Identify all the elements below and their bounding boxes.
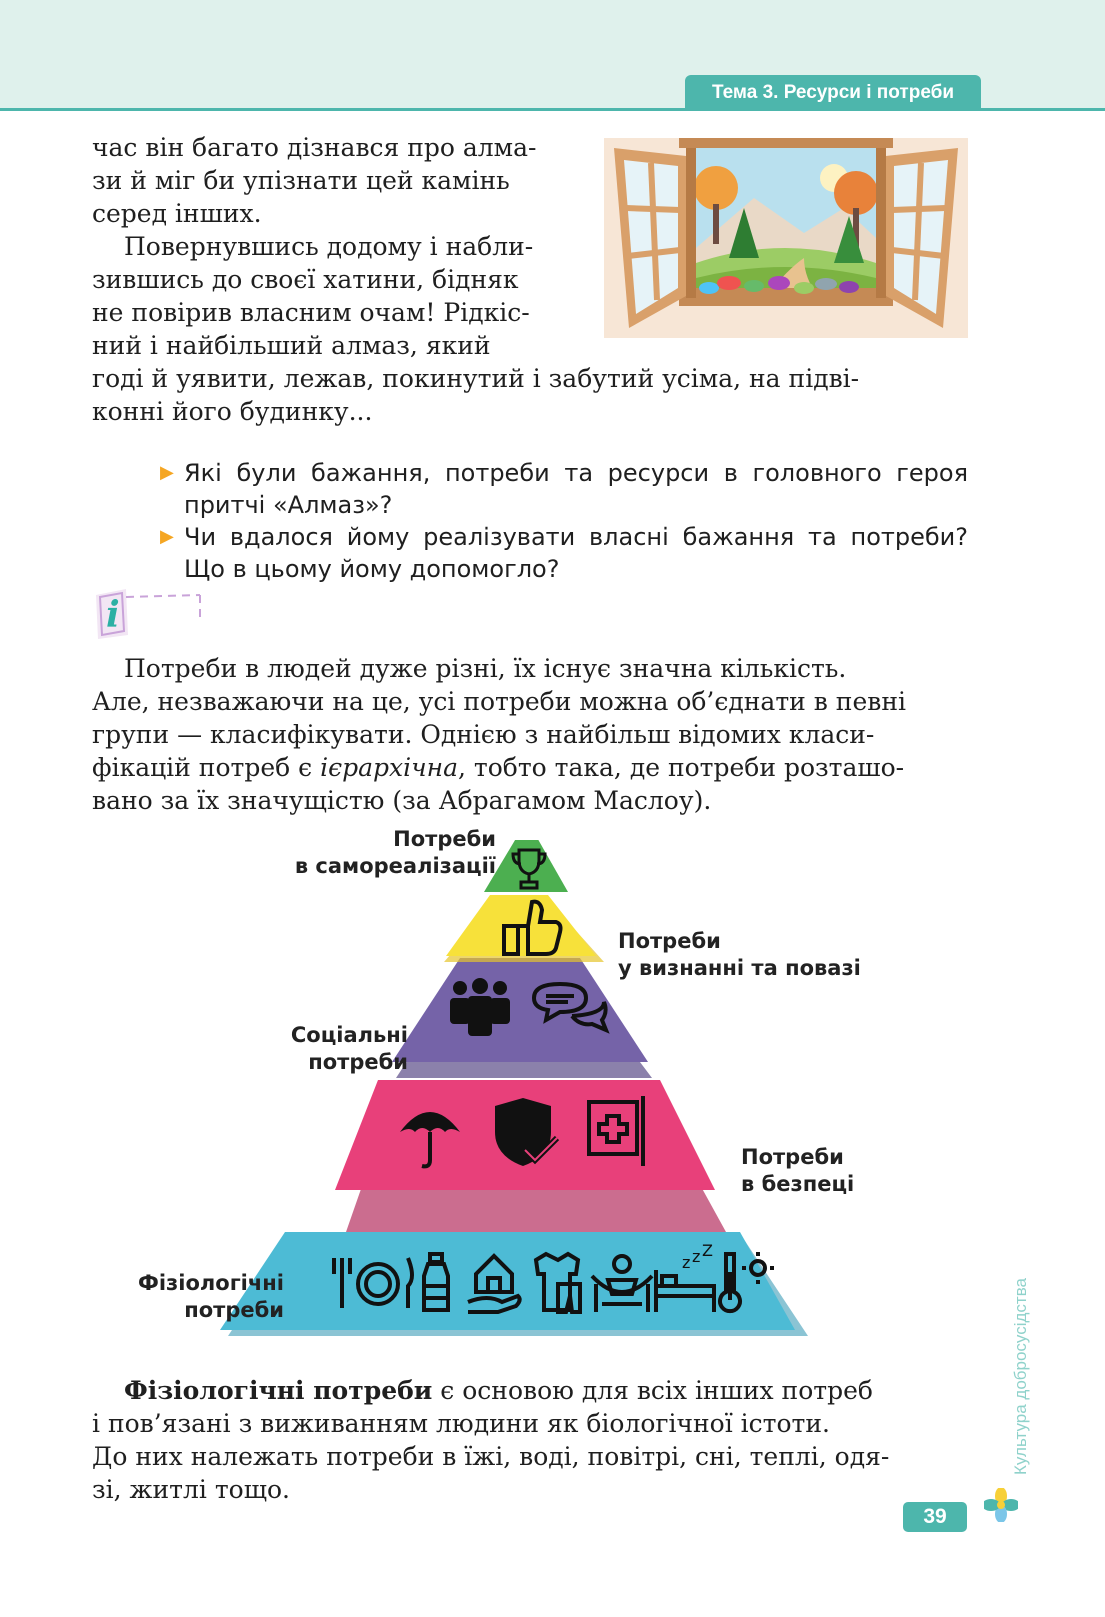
label-physiological-2: потреби [184,1298,284,1322]
label-esteem-1: Потреби [618,929,721,953]
triangle-bullet-icon: ▶ [160,462,174,483]
intro-line: зившись до своєї хатини, бідняк [92,265,519,294]
label-self-actualization-1: Потреби [393,827,496,851]
pyramid-level-social [392,958,652,1078]
physiological-line: і пов’язані з виживанням людини як біологічної істоти. [92,1409,830,1438]
term-hierarchical: ієрархічна [320,753,459,782]
intro-line: ний і найбільший алмаз, який [92,331,491,360]
flower-icon [984,1488,1018,1522]
pyramid-level-esteem [444,895,604,962]
pyramid-level-safety [335,1080,726,1232]
svg-text:i: i [106,594,120,636]
intro-line: серед інших. [92,199,262,228]
physiological-line [124,1374,968,1407]
classification-line [92,751,968,784]
label-self-actualization-2: в самореалізації [294,854,496,878]
triangle-bullet-icon: ▶ [160,526,174,547]
question-item [160,521,968,585]
intro-line: не повірив власним очам! Рідкіс- [92,298,530,327]
term-physiological-needs: Фізіологічні потреби [124,1376,433,1405]
info-icon [92,587,204,643]
label-social-2: потреби [308,1050,408,1074]
classification-line: вано за їх значущістю (за Абрагамом Маслоу). [92,786,712,815]
text-span: , тобто така, де потреби розташо- [458,753,905,782]
label-physiological-1: Фізіологічні [138,1271,284,1295]
topic-tab: Тема 3. Ресурси і потреби [685,75,981,111]
question-text: Чи вдалося йому реалізувати власні бажання та потреби? Що в цьому йому допомогло? [184,523,968,583]
label-esteem-2: у визнанні та повазі [618,956,861,980]
window-with-stones-illustration [604,138,968,338]
page-number: 39 [903,1502,967,1532]
svg-text:z: z [692,1247,701,1266]
svg-text:Z: Z [702,1241,713,1260]
label-safety-2: в безпеці [741,1172,855,1196]
intro-line: конні його будинку... [92,397,373,426]
pyramid-level-self-actualization [484,840,568,892]
intro-line: час він багато дізнався про алма- [92,133,537,162]
svg-text:z: z [682,1253,691,1272]
classification-line: групи — класифікувати. Однією з найбільш відомих класи- [92,720,875,749]
pyramid-level-physiological [220,1232,808,1336]
physiological-line: зі, житлі тощо. [92,1475,290,1504]
label-social-1: Соціальні [290,1023,408,1047]
question-text: Які були бажання, потреби та ресурси в головного героя притчі «Алмаз»? [184,459,968,519]
classification-line: Потреби в людей дуже різні, їх існує значна кількість. [124,654,847,683]
label-safety-1: Потреби [741,1145,844,1169]
questions-list [160,457,968,585]
side-section-title: Культура добросусідства [1011,1277,1030,1475]
physiological-line: До них належать потреби в їжі, воді, повітрі, сні, теплі, одя- [92,1442,890,1471]
text-span: є основою для всіх інших потреб [432,1376,873,1405]
intro-line: зи й міг би упізнати цей камінь [92,166,510,195]
intro-line: Повернувшись додому і набли- [124,232,534,261]
question-item [160,457,968,521]
intro-line: годі й уявити, лежав, покинутий і забутий усіма, на підві- [92,364,860,393]
text-span: фікацій потреб є [92,753,321,782]
classification-line: Але, незважаючи на це, усі потреби можна об’єднати в певні [92,687,906,716]
